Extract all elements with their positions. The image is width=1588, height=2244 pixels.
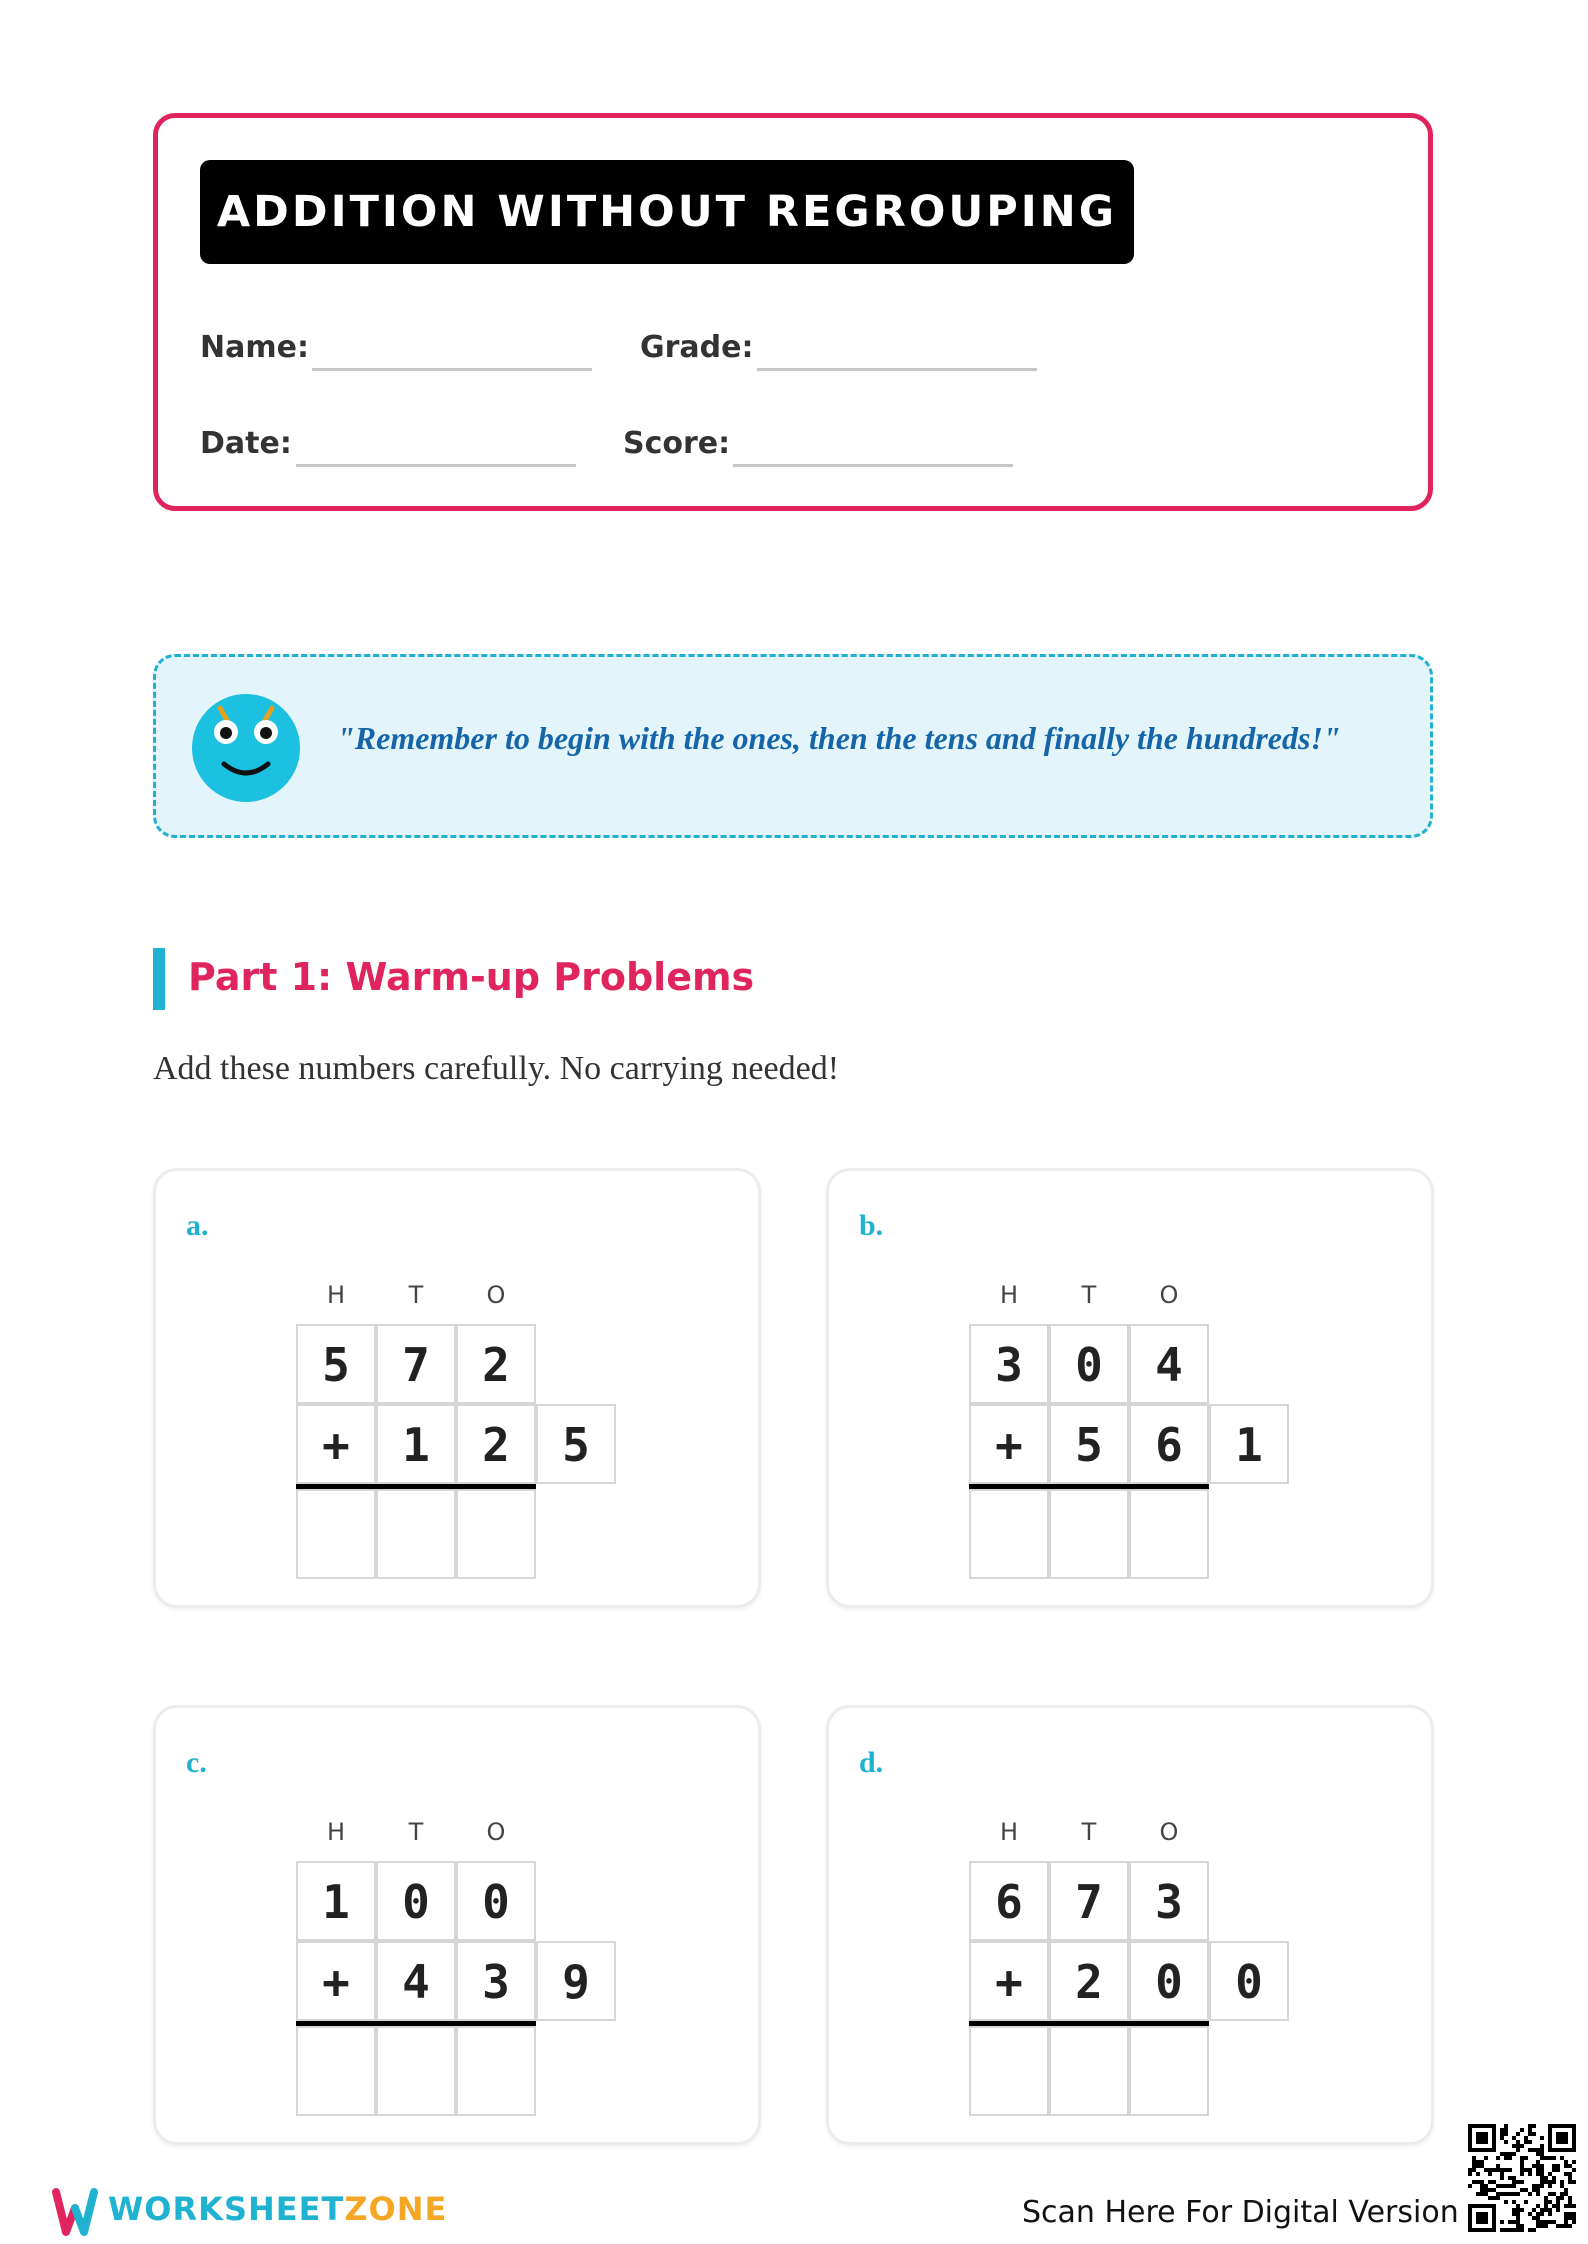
problem-letter: d. (859, 1746, 884, 1779)
brand-second: ZONE (344, 2190, 448, 2228)
qr-code-icon[interactable] (1468, 2124, 1576, 2232)
place-value-label: T (408, 1281, 424, 1309)
problem-card (826, 1705, 1434, 2145)
instructions: Add these numbers carefully. No carrying needed! (153, 1050, 840, 1087)
grade-label: Grade: (640, 330, 754, 365)
bottom-digit-cell: 3 (456, 1941, 536, 2021)
answer-cell[interactable] (296, 2026, 376, 2116)
tip-text: "Remember to begin with the ones, then the tens and finally the hundreds!" (337, 720, 1341, 756)
plus-sign-cell: + (296, 1941, 376, 2021)
score-field[interactable] (733, 464, 1013, 467)
answer-cell[interactable] (376, 1489, 456, 1579)
place-value-label: H (326, 1818, 346, 1846)
worksheetzone-logo-icon (52, 2186, 98, 2238)
answer-cell[interactable] (296, 1489, 376, 1579)
top-digit-cell: 3 (969, 1324, 1049, 1404)
answer-cell[interactable] (969, 2026, 1049, 2116)
top-digit-cell: 7 (376, 1324, 456, 1404)
answer-cell[interactable] (969, 1489, 1049, 1579)
top-digit-cell: 4 (1129, 1324, 1209, 1404)
top-digit-cell: 7 (1049, 1861, 1129, 1941)
plus-sign-cell: + (969, 1404, 1049, 1484)
problem-card (826, 1168, 1434, 1608)
answer-cell[interactable] (456, 2026, 536, 2116)
brand-first: WORKSHEET (108, 2190, 345, 2228)
place-value-label: H (999, 1281, 1019, 1309)
place-value-label: O (1159, 1818, 1179, 1846)
section-accent-bar (153, 948, 165, 1010)
problem-letter: b. (859, 1209, 884, 1242)
section-title: Part 1: Warm-up Problems (188, 955, 755, 999)
score-label: Score: (623, 426, 731, 461)
answer-cell[interactable] (1129, 1489, 1209, 1579)
top-digit-cell: 2 (456, 1324, 536, 1404)
plus-sign-cell: + (969, 1941, 1049, 2021)
place-value-label: O (486, 1281, 506, 1309)
problem-card (153, 1705, 761, 2145)
worksheet-title: ADDITION WITHOUT REGROUPING (200, 160, 1134, 264)
brand-logo (108, 2190, 447, 2228)
bottom-digit-cell: 1 (1209, 1404, 1289, 1484)
top-digit-cell: 5 (296, 1324, 376, 1404)
problem-card (153, 1168, 761, 1608)
bottom-digit-cell: 0 (1209, 1941, 1289, 2021)
place-value-label: O (486, 1818, 506, 1846)
bottom-digit-cell: 5 (536, 1404, 616, 1484)
date-field[interactable] (296, 464, 576, 467)
top-digit-cell: 3 (1129, 1861, 1209, 1941)
top-digit-cell: 6 (969, 1861, 1049, 1941)
bottom-digit-cell: 4 (376, 1941, 456, 2021)
answer-cell[interactable] (1049, 2026, 1129, 2116)
top-digit-cell: 0 (456, 1861, 536, 1941)
place-value-label: T (1081, 1281, 1097, 1309)
answer-cell[interactable] (456, 1489, 536, 1579)
bottom-digit-cell: 9 (536, 1941, 616, 2021)
date-label: Date: (200, 426, 292, 461)
place-value-label: H (326, 1281, 346, 1309)
place-value-label: T (1081, 1818, 1097, 1846)
bottom-digit-cell: 6 (1129, 1404, 1209, 1484)
scan-text: Scan Here For Digital Version (1022, 2195, 1459, 2230)
bottom-digit-cell: 1 (376, 1404, 456, 1484)
bottom-digit-cell: 2 (456, 1404, 536, 1484)
problem-letter: c. (186, 1746, 207, 1779)
answer-cell[interactable] (1049, 1489, 1129, 1579)
plus-sign-cell: + (296, 1404, 376, 1484)
bottom-digit-cell: 5 (1049, 1404, 1129, 1484)
place-value-label: T (408, 1818, 424, 1846)
answer-cell[interactable] (376, 2026, 456, 2116)
name-field[interactable] (312, 368, 592, 371)
place-value-label: O (1159, 1281, 1179, 1309)
name-label: Name: (200, 330, 309, 365)
top-digit-cell: 0 (1049, 1324, 1129, 1404)
bottom-digit-cell: 0 (1129, 1941, 1209, 2021)
grade-field[interactable] (757, 368, 1037, 371)
smiley-face-icon (190, 690, 302, 802)
answer-cell[interactable] (1129, 2026, 1209, 2116)
top-digit-cell: 1 (296, 1861, 376, 1941)
place-value-label: H (999, 1818, 1019, 1846)
bottom-digit-cell: 2 (1049, 1941, 1129, 2021)
problem-letter: a. (186, 1209, 209, 1242)
top-digit-cell: 0 (376, 1861, 456, 1941)
